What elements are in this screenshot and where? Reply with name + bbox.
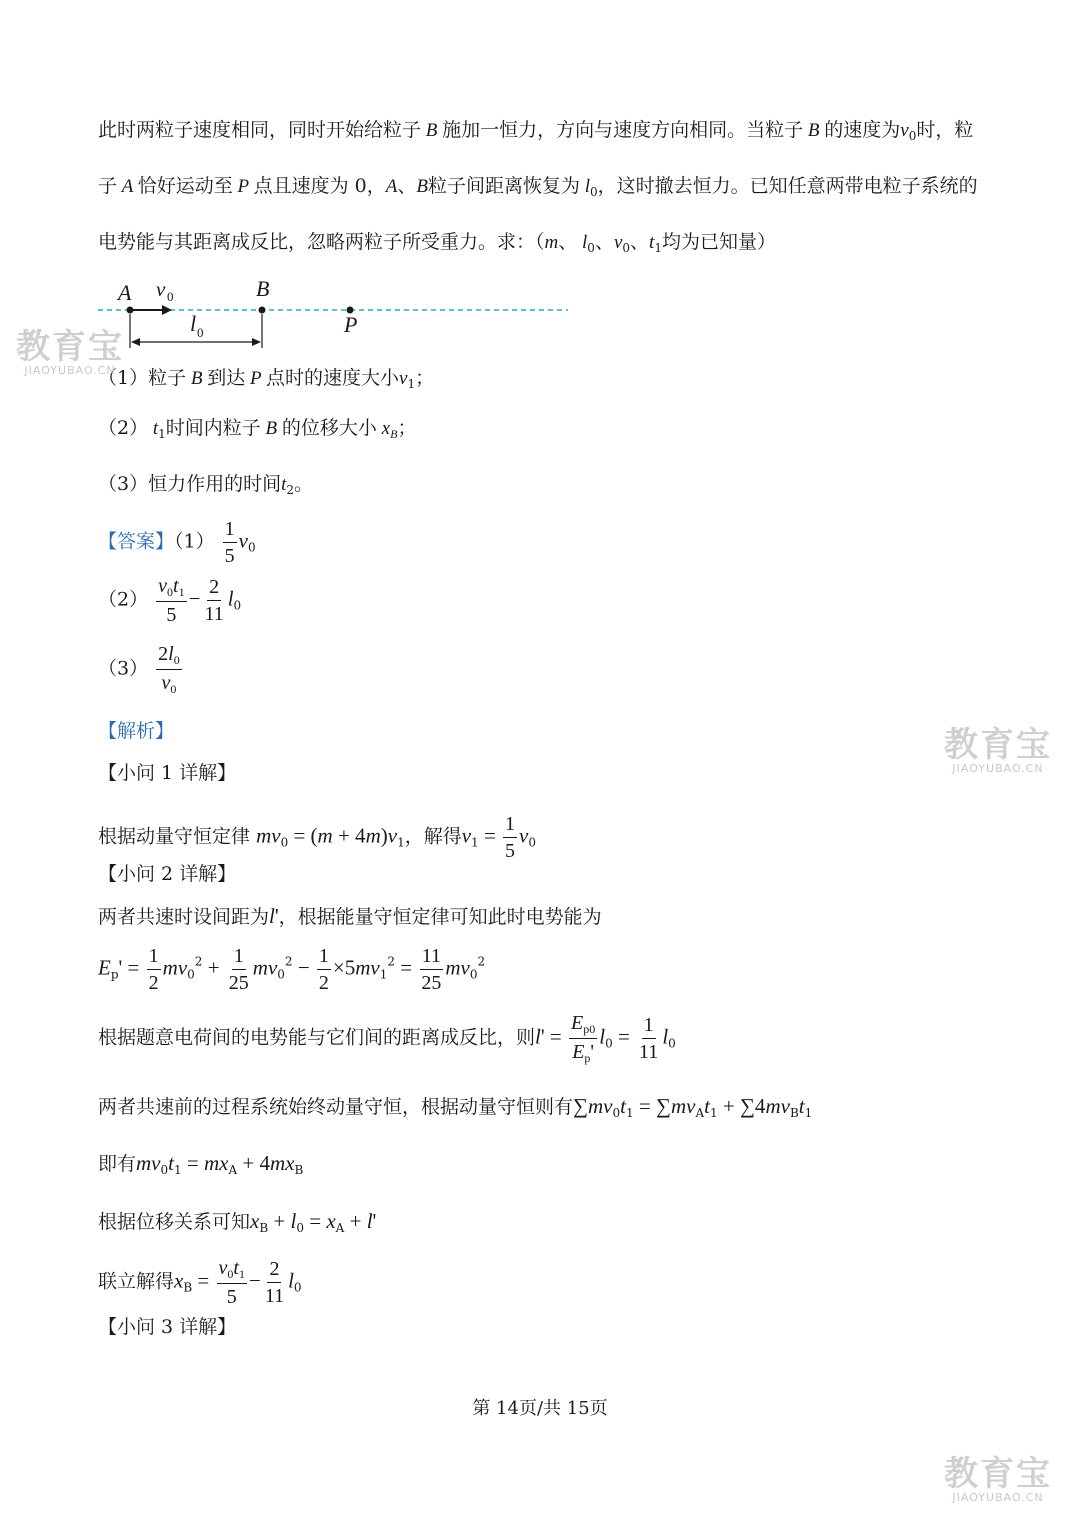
answer-2: （2） $\frac{v_0t_1}{5}$ − $\frac{2}{11}$ $l_0$ [98,575,242,627]
energy-equation: $E_p'$ = $\frac{1}{2}$ $mv_0^2$ + $\frac{1}{25}$ $mv_0^2$ − $\frac{1}{2}$ $\times 5mv_1^2$ = $\frac{11}{25}$ $mv_0^2$ [98,945,486,994]
subq3-heading: 【小问 3 详解】 [98,1316,237,1338]
dim-arrow-right [252,338,261,346]
intro-line-2: 子 A 恰好运动至 P 点且速度为 0，A、B粒子间距离恢复为 $l_0$，这时撤去恒力。已知任意两带电粒子系统的 [98,175,978,199]
subq2-line-4: 两者共速前的过程系统始终动量守恒，根据动量守恒则有$\sum mv_0t_1 = \sum mv_At_1 + \sum 4mv_Bt_1$ [98,1094,813,1120]
subq2-heading: 【小问 2 详解】 [98,863,237,885]
particle-b-dot [259,307,266,314]
label-p: P [344,312,358,337]
watermark-logo: 教育宝 JIAOYUBAO.CN [944,1454,1052,1504]
question-3: （3）恒力作用的时间$t_2$。 [98,473,314,497]
page-footer: 第 14页/共 15页 [472,1398,608,1419]
subq2-line-3: 根据题意电荷间的电势能与它们间的距离成反比，则l' = $\frac{E_{p0}}{E_p'}$ $l_0$ = $\frac{1}{11}$ $l_0$ [98,1012,676,1066]
intro-line-3: 电势能与其距离成反比，忽略两粒子所受重力。求：（m、 $l_0$、$v_0$、$t_1$均为已知量） [98,231,776,255]
subq1-solution: 根据动量守恒定律 $mv_0 = (m + 4m)v_1$，解得$v_1$ = $\frac{1}{5}$ $v_0$ [98,813,536,862]
answer-1-fraction: $\frac{1}{5}$ [224,518,235,567]
dim-arrow-left [131,338,140,346]
subq2-line-7: 联立解得$x_B$ = $\frac{v_0t_1}{5}$ − $\frac{2}{11}$ $l_0$ [98,1257,302,1309]
velocity-arrowhead [162,305,172,315]
analysis-tag: 【解析】 [98,720,175,742]
question-1: （1）粒子 B 到达 P 点时的速度大小$v_1$； [98,367,435,391]
question-2: （2） $t_1$时间内粒子 B 的位移大小 $x_B$； [98,417,417,441]
watermark-logo: 教育宝 JIAOYUBAO.CN [16,327,124,377]
answer-tag: 【答案】 [98,530,175,553]
answer-1: 【答案】（1） $\frac{1}{5}$ $v_0$ [98,518,256,567]
subq2-line-5: 即有$mv_0t_1 = mx_A + 4mx_B$ [98,1151,304,1177]
subq2-line-6: 根据位移关系可知$x_B + l_0 = x_A + l'$ [98,1209,377,1235]
particle-diagram [90,270,590,360]
subq1-heading: 【小问 1 详解】 [98,762,237,784]
intro-line-1: 此时两粒子速度相同，同时开始给粒子 B 施加一恒力，方向与速度方向相同。当粒子 B 的速度为$v_0$时，粒 [98,119,974,143]
subq2-line-1: 两者共速时设间距为l'，根据能量守恒定律可知此时电势能为 [98,904,602,928]
answer-3: （3） $\frac{2l_0}{v_0}$ [98,643,180,697]
label-l: l [190,311,197,336]
label-a: A [118,280,132,305]
label-l-sub: 0 [197,325,204,340]
label-b: B [256,276,270,301]
watermark-logo: 教育宝 JIAOYUBAO.CN [944,725,1052,775]
label-v: v [156,277,166,301]
label-v-sub: 0 [167,289,174,304]
